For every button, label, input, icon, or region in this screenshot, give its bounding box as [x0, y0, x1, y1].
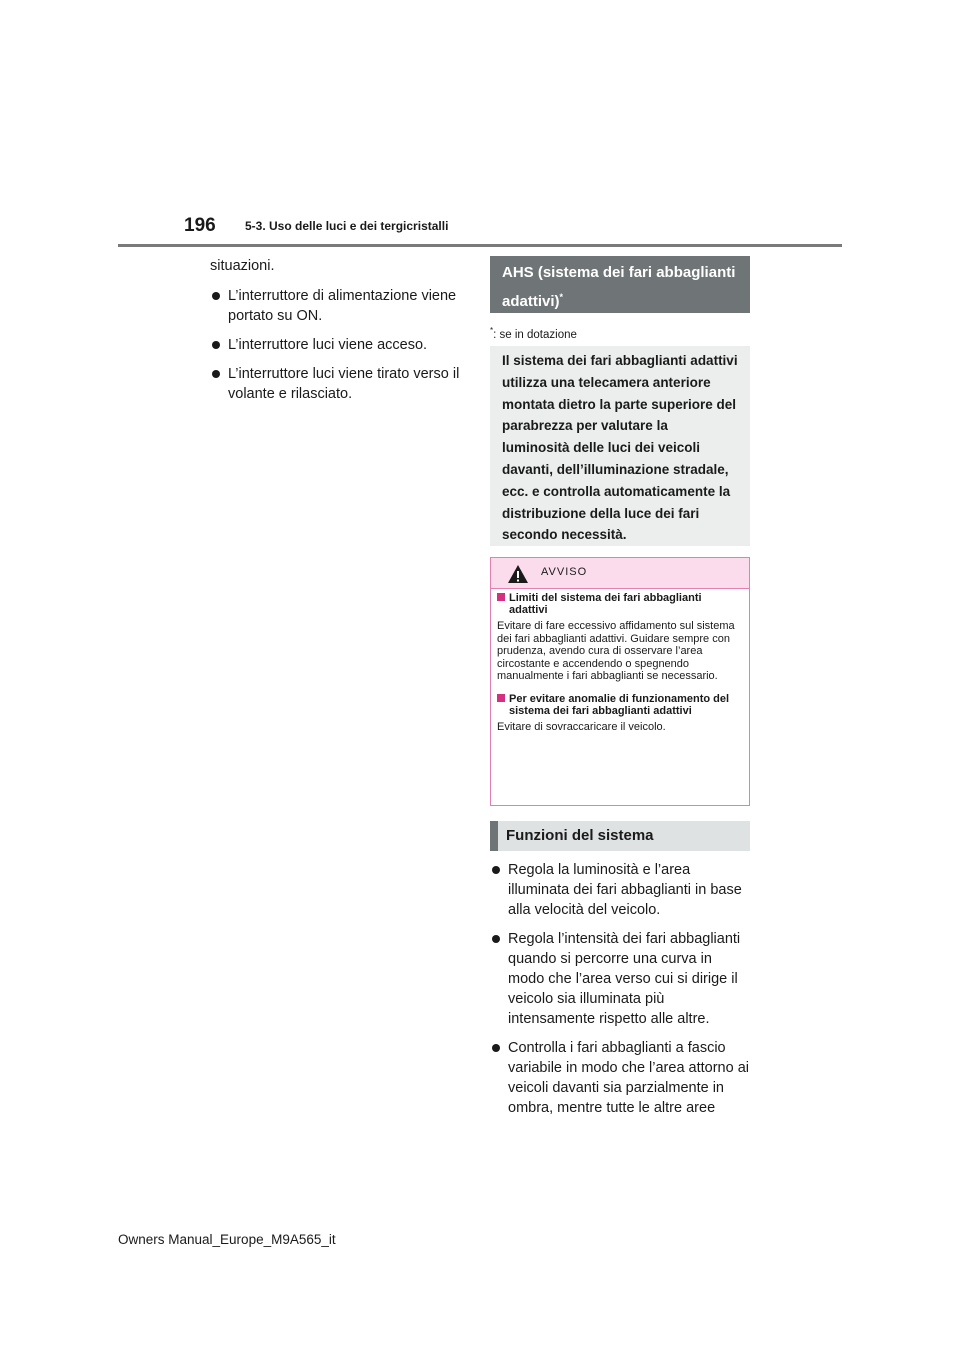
- header-rule: [118, 244, 842, 247]
- list-item: L’interruttore luci viene tirato verso il volante e rilasciato.: [210, 364, 470, 404]
- list-item: L’interruttore di alimentazione viene portato su ON.: [210, 286, 470, 326]
- warning-triangle-icon: [507, 564, 529, 584]
- square-bullet-icon: [497, 593, 505, 601]
- functions-list: [490, 860, 750, 1127]
- warning-subheading-text: Per evitare anomalie di funzionamento del sistema dei fari abbaglianti adattivi: [509, 692, 730, 717]
- page-number: 196: [184, 215, 216, 236]
- warning-subheading-text: Limiti del sistema dei fari abbaglianti adattivi: [509, 592, 702, 616]
- list-item: Controlla i fari abbaglianti a fascio variabile in modo che l’area attorno ai veicoli davanti sia parzialmente in ombra, mentre tutte le altre aree: [490, 1038, 750, 1118]
- warning-label: AVVISO: [541, 566, 588, 578]
- warning-text: Evitare di fare eccessivo affidamento sul sistema dei fari abbaglianti adattivi. Guidare sempre con prudenza, avendo cura di osservare l’area circostante e accendendo o spegnendo manualmente i fari abbaglianti se necessario.: [497, 620, 735, 683]
- warning-header: [491, 558, 749, 589]
- footnote-text: : se in dotazione: [493, 328, 577, 341]
- ahs-heading: [490, 256, 750, 313]
- warning-subheading: [497, 693, 743, 717]
- list-item: Regola la luminosità e l’area illuminata dei fari abbaglianti in base alla velocità del veicolo.: [490, 860, 750, 920]
- warning-box: [490, 557, 750, 806]
- section-title: 5-3. Uso delle luci e dei tergicristalli: [245, 219, 449, 233]
- ahs-heading-marker: *: [559, 292, 564, 302]
- functions-heading: Funzioni del sistema: [490, 821, 750, 851]
- warning-content: [491, 589, 749, 734]
- condition-list: [210, 286, 470, 404]
- left-column: [210, 256, 470, 413]
- footer-text: Owners Manual_Europe_M9A565_it: [118, 1232, 336, 1247]
- list-item: L’interruttore luci viene acceso.: [210, 335, 470, 355]
- ahs-heading-text: AHS (sistema dei fari abbaglianti adattivi): [502, 264, 736, 310]
- warning-text: Evitare di sovraccaricare il veicolo.: [497, 720, 666, 733]
- warning-subheading: [497, 592, 743, 616]
- footnote: [490, 326, 577, 341]
- ahs-intro-box: Il sistema dei fari abbaglianti adattivi utilizza una telecamera anteriore montata dietro la parte superiore del parabrezza per valutare la luminosità delle luci dei veicoli davanti, dell’illuminazione stradale, ecc. e controlla automaticamente la distribuzione della luce dei fari secondo necessità.: [490, 346, 750, 546]
- list-item: Regola l’intensità dei fari abbaglianti quando si percorre una curva in modo che l’area verso cui si dirige il veicolo sia illuminata più intensamente rispetto alle altre.: [490, 929, 750, 1029]
- continuation-text: situazioni.: [210, 258, 275, 274]
- square-bullet-icon: [497, 694, 505, 702]
- footnote-marker: *: [490, 326, 494, 335]
